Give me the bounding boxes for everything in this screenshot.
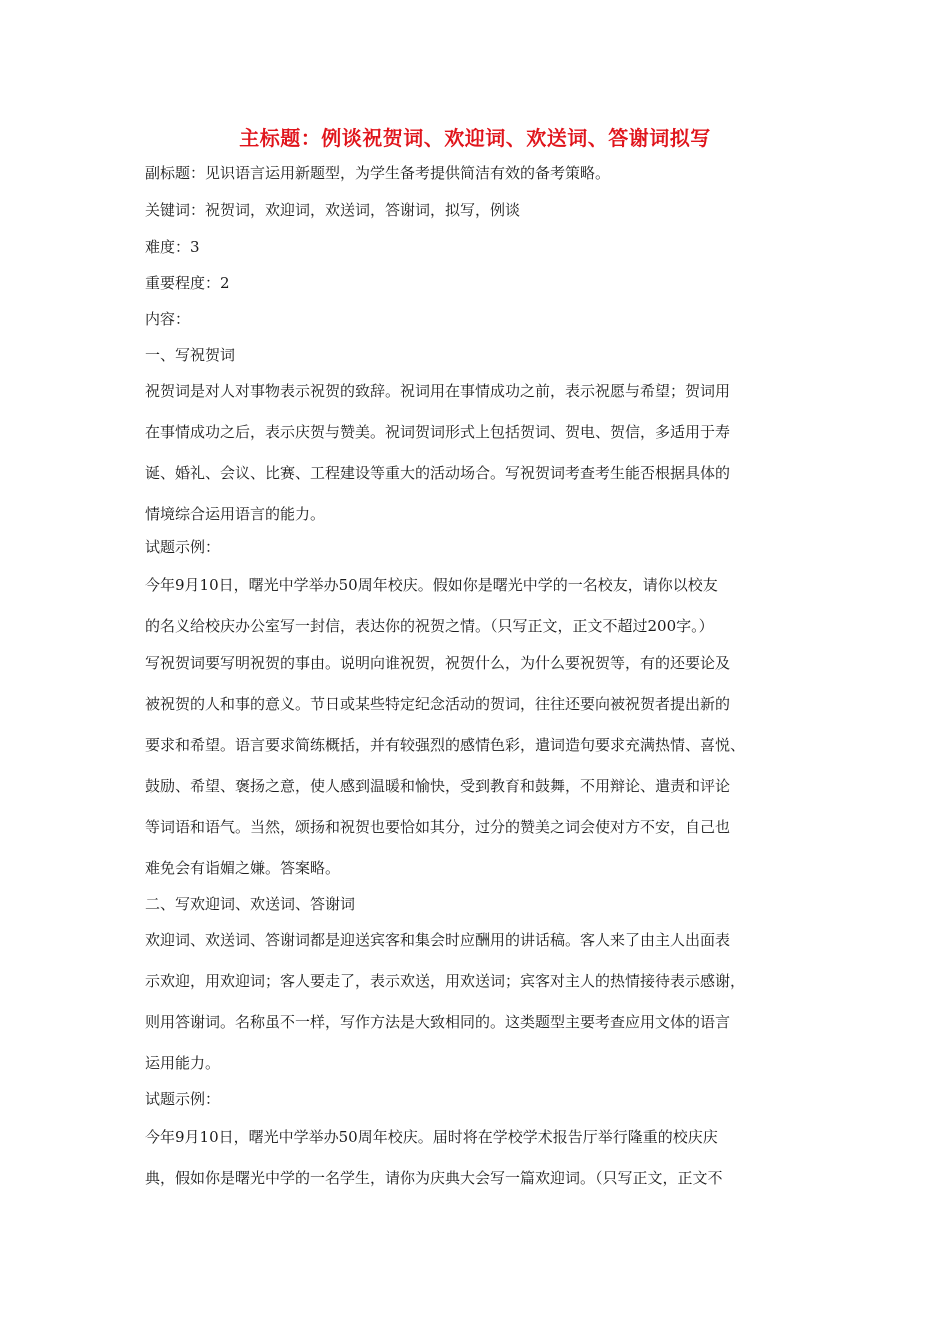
keywords-line: 关键词：祝贺词，欢迎词，欢送词，答谢词，拟写，例谈	[145, 201, 521, 219]
paragraph-line: 欢迎词、欢送词、答谢词都是迎送宾客和集会时应酬用的讲话稿。客人来了由主人出面表	[145, 931, 731, 949]
importance-line: 重要程度：2	[145, 274, 230, 292]
main-title: 主标题：例谈祝贺词、欢迎词、欢送词、答谢词拟写	[239, 126, 711, 150]
section2-heading: 二、写欢迎词、欢送词、答谢词	[145, 895, 356, 913]
subtitle-line: 副标题：见识语言运用新题型，为学生备考提供简洁有效的备考策略。	[145, 164, 611, 182]
paragraph-line: 难免会有诣媚之嫌。答案略。	[145, 859, 341, 877]
difficulty-line: 难度：3	[145, 238, 200, 256]
paragraph-line: 被祝贺的人和事的意义。节日或某些特定纪念活动的贺词，往往还要向被祝贺者提出新的	[145, 695, 731, 713]
example-label: 试题示例：	[145, 538, 221, 556]
paragraph-line: 写祝贺词要写明祝贺的事由。说明向谁祝贺，祝贺什么，为什么要祝贺等，有的还要论及	[145, 654, 731, 672]
paragraph-line: 运用能力。	[145, 1054, 221, 1072]
paragraph-line: 则用答谢词。名称虽不一样，写作方法是大致相同的。这类题型主要考查应用文体的语言	[145, 1013, 731, 1031]
example-line: 今年9月10日，曙光中学举办50周年校庆。届时将在学校学术报告厅举行隆重的校庆庆	[145, 1128, 718, 1146]
section1-heading: 一、写祝贺词	[145, 346, 236, 364]
paragraph-line: 要求和希望。语言要求简练概括，并有较强烈的感情色彩，遣词造句要求充满热情、喜悦、	[145, 736, 746, 754]
paragraph-line: 在事情成功之后，表示庆贺与赞美。祝词贺词形式上包括贺词、贺电、贺信，多适用于寿	[145, 423, 731, 441]
paragraph-line: 等词语和语气。当然，颂扬和祝贺也要恰如其分，过分的赞美之词会使对方不安，自己也	[145, 818, 731, 836]
paragraph-line: 祝贺词是对人对事物表示祝贺的致辞。祝词用在事情成功之前，表示祝愿与希望；贺词用	[145, 382, 731, 400]
paragraph-line: 情境综合运用语言的能力。	[145, 505, 326, 523]
paragraph-line: 鼓励、希望、褒扬之意，使人感到温暖和愉快，受到教育和鼓舞，不用辩论、遣责和评论	[145, 777, 731, 795]
example-line: 典，假如你是曙光中学的一名学生，请你为庆典大会写一篇欢迎词。（只写正文，正文不	[145, 1169, 723, 1187]
paragraph-line: 诞、婚礼、会议、比赛、工程建设等重大的活动场合。写祝贺词考查考生能否根据具体的	[145, 464, 731, 482]
example-label: 试题示例：	[145, 1090, 221, 1108]
content-label: 内容：	[145, 310, 191, 328]
paragraph-line: 示欢迎，用欢迎词；客人要走了，表示欢送，用欢送词；宾客对主人的热情接待表示感谢，	[145, 972, 746, 990]
example-line: 今年9月10日，曙光中学举办50周年校庆。假如你是曙光中学的一名校友，请你以校友	[145, 576, 718, 594]
example-line: 的名义给校庆办公室写一封信，表达你的祝贺之情。（只写正文，正文不超过200字。）	[145, 617, 714, 635]
